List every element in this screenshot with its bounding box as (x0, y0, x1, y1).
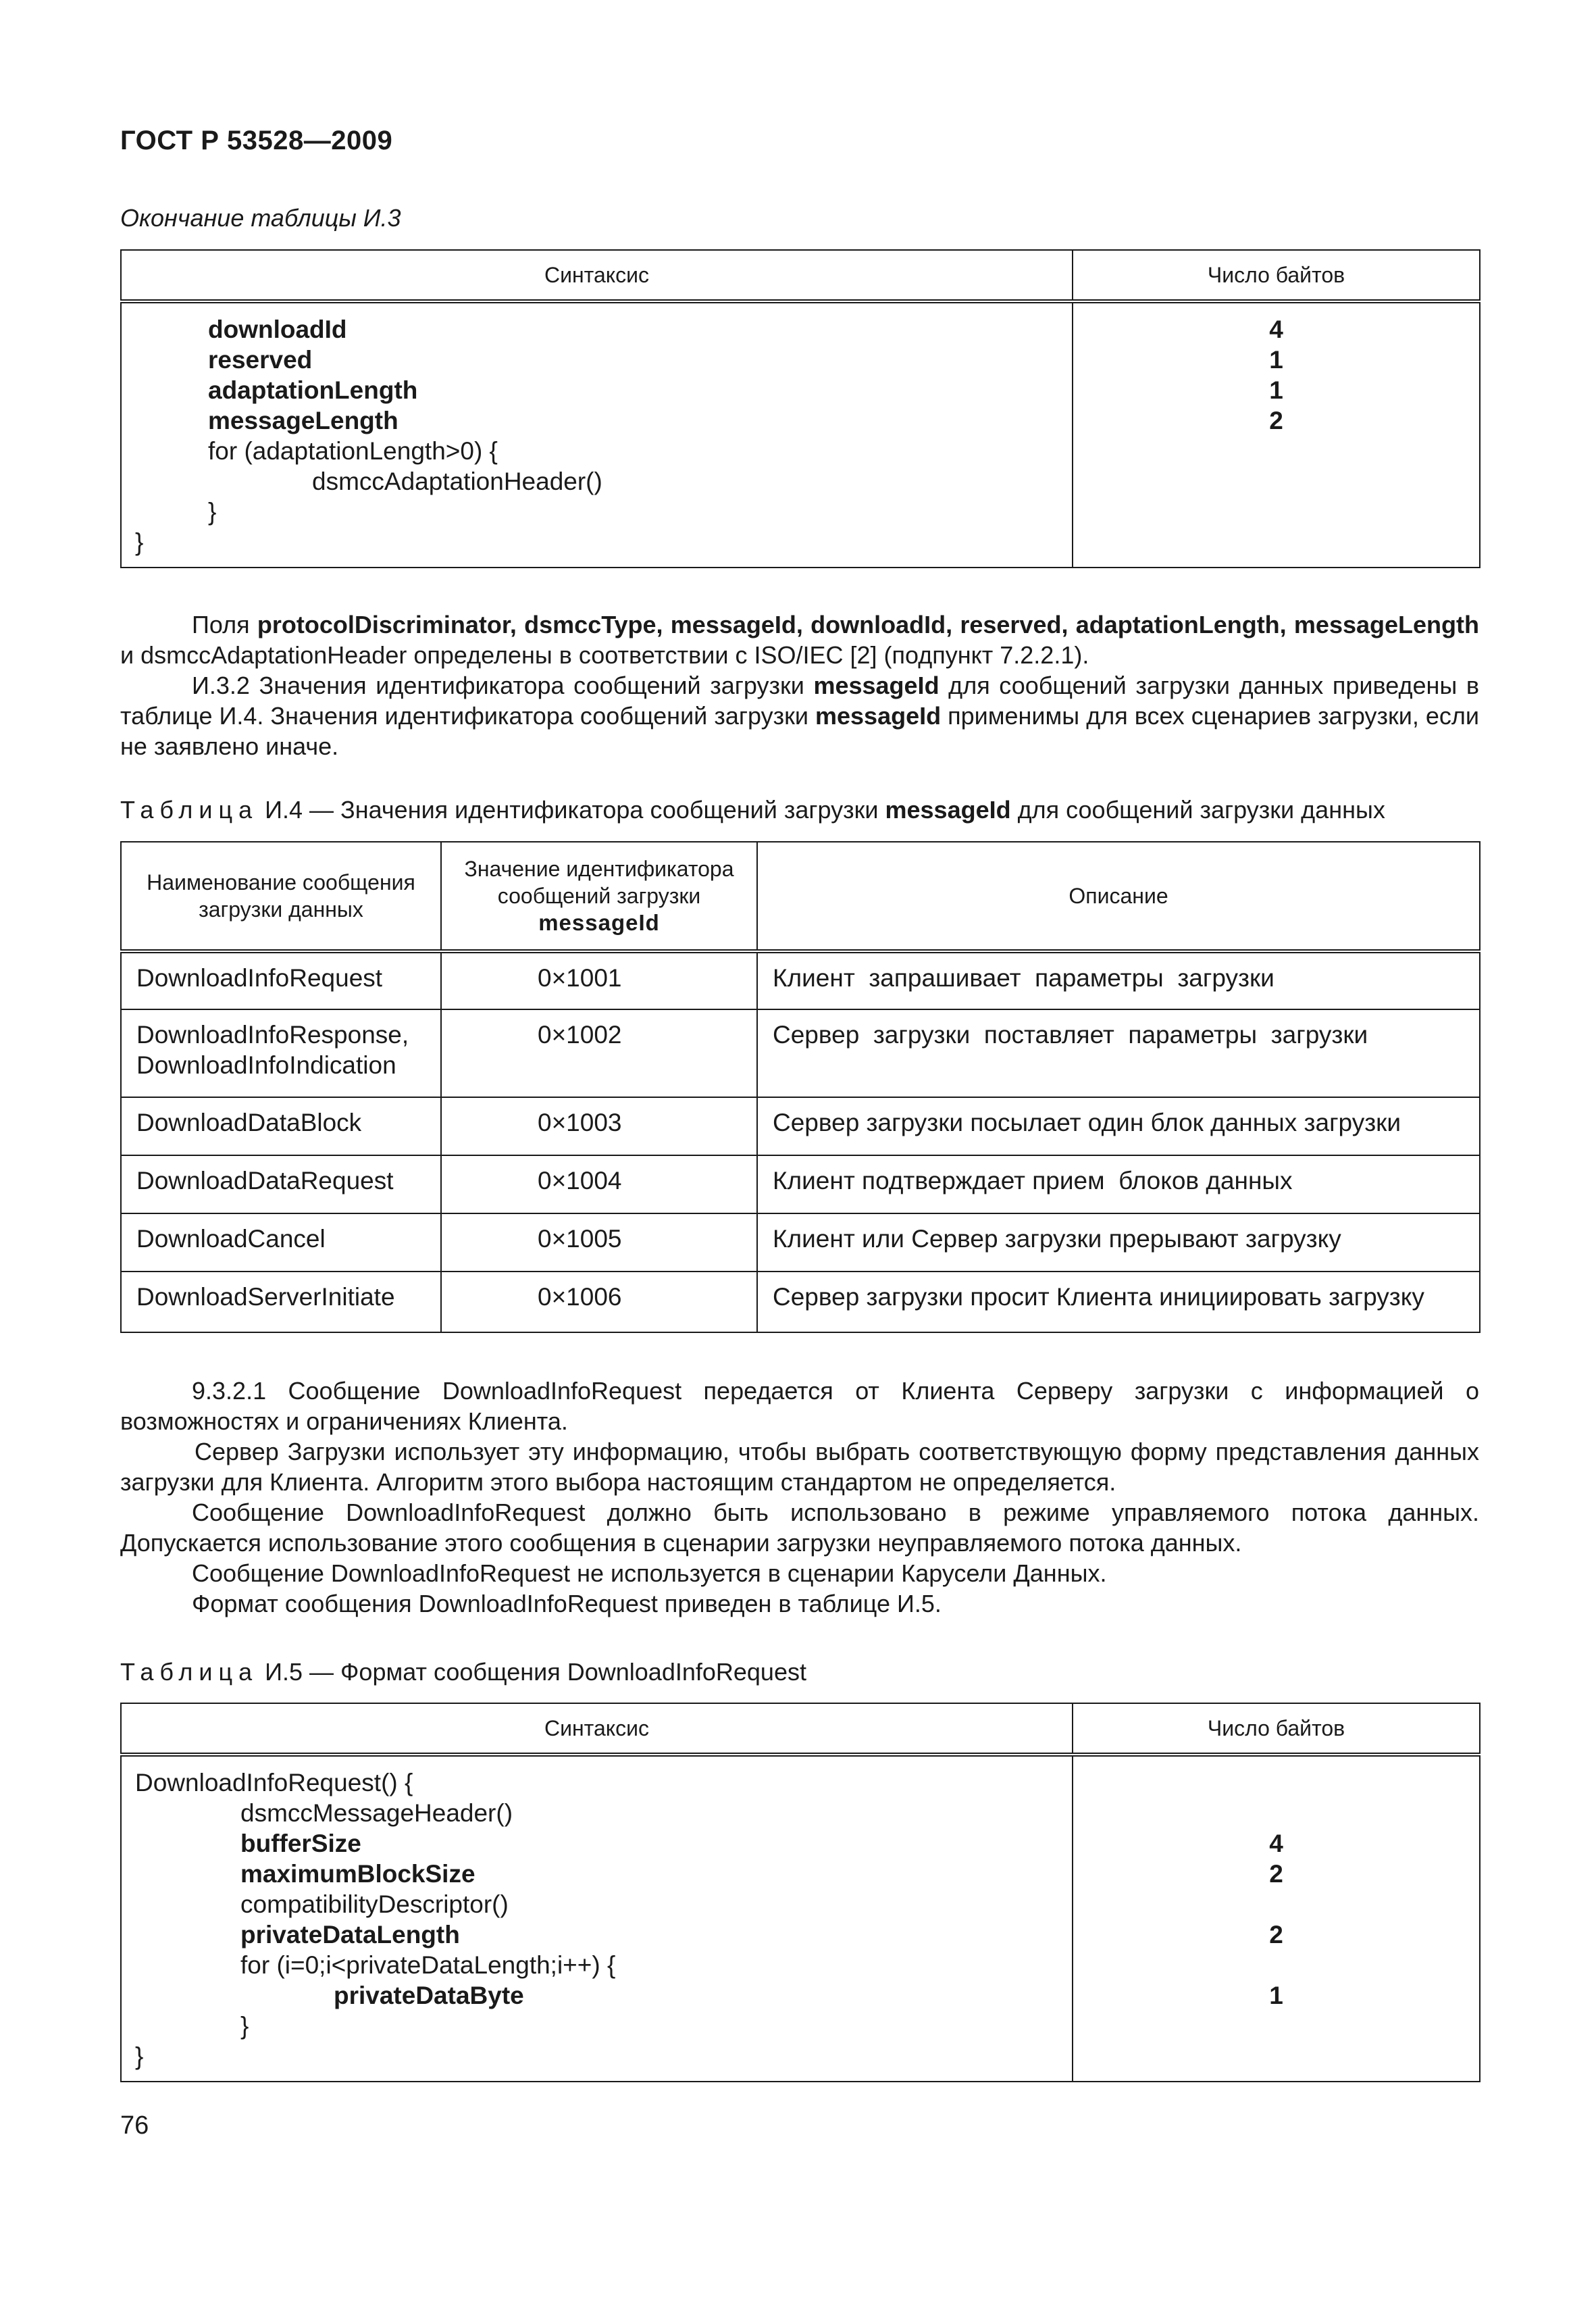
syntax-line: } (135, 528, 144, 556)
cell-value: 0×1004 (441, 1155, 757, 1213)
syntax-line: adaptationLength (208, 376, 418, 404)
syntax-line: DownloadInfoRequest() { (135, 1769, 413, 1796)
byte-count: 4 (1269, 1830, 1283, 1857)
cell-desc: Сервер загрузки поставляет параметры загрузки (757, 1009, 1480, 1097)
cell-name: DownloadCancel (121, 1213, 441, 1272)
table-row (121, 1272, 1480, 1332)
table-i5 (120, 1703, 1481, 2082)
cell-desc: Клиент подтверждает прием блоков данных (757, 1155, 1480, 1213)
table-i5-label: Таблица (120, 1658, 259, 1686)
cell-desc: Клиент запрашивает параметры загрузки (757, 951, 1480, 1009)
column-header-bytes: Число байтов (1073, 1703, 1480, 1755)
document-header: ГОСТ Р 53528—2009 (120, 126, 393, 155)
syntax-line: } (135, 2042, 144, 2070)
cell-desc: Сервер загрузки просит Клиента инициировать загрузку (757, 1272, 1480, 1332)
cell-name: DownloadServerInitiate (121, 1272, 441, 1332)
section-9321 (120, 1376, 1479, 1619)
cell-value: 0×1005 (441, 1213, 757, 1272)
column-header-name: Наименование сообщения загрузки данных (121, 842, 441, 951)
byte-count: 2 (1269, 1860, 1283, 1888)
cell-name: DownloadDataBlock (121, 1097, 441, 1155)
syntax-line: bufferSize (240, 1830, 361, 1857)
byte-count (1073, 466, 1479, 497)
column-header-bytes: Число байтов (1073, 250, 1480, 301)
column-header-syntax: Синтаксис (121, 1703, 1073, 1755)
para-i32-part1: И.3.2 Значения идентификатора сообщений загрузки (192, 672, 814, 699)
byte-count (1073, 1798, 1479, 1828)
syntax-cell (121, 1755, 1073, 2082)
syntax-line: for (i=0;i<privateDataLength;i++) { (240, 1951, 616, 1979)
table-i5-title: И.5 — Формат сообщения DownloadInfoRequest (258, 1658, 806, 1686)
byte-count: 1 (1269, 1982, 1283, 2009)
page-number: 76 (120, 2111, 149, 2140)
byte-count (1073, 1950, 1479, 1980)
cell-value: 0×1002 (441, 1009, 757, 1097)
syntax-line: } (208, 498, 217, 526)
syntax-line: downloadId (208, 316, 347, 343)
byte-count: 4 (1269, 316, 1283, 343)
cell-value: 0×1006 (441, 1272, 757, 1332)
byte-count (1073, 436, 1479, 466)
syntax-line: dsmccMessageHeader() (240, 1799, 513, 1827)
table-i4-title: И.4 — Значения идентификатора сообщений загрузки (258, 796, 885, 824)
cell-value: 0×1001 (441, 951, 757, 1009)
syntax-line: messageLength (208, 407, 398, 434)
table-row (121, 1155, 1480, 1213)
syntax-line: dsmccAdaptationHeader() (312, 468, 602, 495)
byte-count (1073, 2041, 1479, 2071)
cell-desc: Сервер загрузки посылает один блок данных загрузки (757, 1097, 1480, 1155)
para-i32-part3: применимы для всех сценариев загрузки, если не заявлено иначе. (120, 702, 1479, 760)
para-i32-bold1: messageId (813, 672, 939, 699)
table-row (121, 1097, 1480, 1155)
byte-count (1073, 1889, 1479, 1919)
syntax-line: privateDataLength (240, 1921, 460, 1948)
bytes-cell (1073, 301, 1480, 568)
syntax-line: reserved (208, 346, 313, 374)
syntax-line: for (adaptationLength>0) { (208, 437, 498, 465)
table-i4-title-end: для сообщений загрузки данных (1010, 796, 1385, 824)
cell-name: DownloadInfoResponse, DownloadInfoIndication (121, 1009, 441, 1097)
table-i3-end (120, 249, 1481, 568)
section-9321-p2: Сервер Загрузки использует эту информацию, чтобы выбрать соответствующую форму представления данных загрузки для Клиента. Алгоритм этого выбора настоящим стандартом не определяется. (120, 1438, 1479, 1496)
byte-count: 1 (1269, 376, 1283, 404)
byte-count: 2 (1269, 407, 1283, 434)
fields-paragraph (120, 609, 1479, 761)
cell-name: DownloadDataRequest (121, 1155, 441, 1213)
table-row (121, 1009, 1480, 1097)
table-i4-caption (120, 796, 1385, 824)
byte-count: 2 (1269, 1921, 1283, 1948)
column-header-value-bold: messageId (538, 910, 660, 935)
syntax-cell (121, 301, 1073, 568)
cell-desc: Клиент или Сервер загрузки прерывают загрузку (757, 1213, 1480, 1272)
column-header-value-text: Значение идентификатора сообщений загрузки (464, 857, 734, 908)
fields-list: protocolDiscriminator, dsmccType, messageId, downloadId, reserved, adaptationLength, messageLength (257, 611, 1479, 638)
section-9321-p1: 9.3.2.1 Сообщение DownloadInfoRequest передается от Клиента Серверу загрузки с информацией о возможностях и ограничениях Клиента. (120, 1377, 1479, 1435)
table-i4-label: Таблица (120, 796, 259, 824)
byte-count (1073, 527, 1479, 557)
table-row (121, 1213, 1480, 1272)
byte-count (1073, 2011, 1479, 2041)
syntax-line: privateDataByte (334, 1982, 524, 2009)
section-9321-p3: Сообщение DownloadInfoRequest должно быть использовано в режиме управляемого потока данных. Допускается использование этого сообщения в сценарии загрузки неуправляемого потока данных. (120, 1499, 1479, 1557)
table-i4-title-bold: messageId (885, 796, 1011, 824)
section-9321-p5: Формат сообщения DownloadInfoRequest приведен в таблице И.5. (192, 1590, 942, 1617)
table-i4 (120, 841, 1481, 1333)
cell-name: DownloadInfoRequest (121, 951, 441, 1009)
fields-lead: Поля (192, 611, 257, 638)
syntax-line: } (240, 2012, 249, 2040)
fields-tail: и dsmccAdaptationHeader определены в соответствии с ISO/IEC [2] (подпункт 7.2.2.1). (120, 641, 1089, 669)
section-9321-p4: Сообщение DownloadInfoRequest не используется в сценарии Карусели Данных. (192, 1559, 1107, 1587)
byte-count: 1 (1269, 346, 1283, 374)
byte-count (1073, 497, 1479, 527)
bytes-cell (1073, 1755, 1480, 2082)
cell-value: 0×1003 (441, 1097, 757, 1155)
para-i32-bold2: messageId (815, 702, 942, 730)
column-header-value (441, 842, 757, 951)
syntax-line: compatibilityDescriptor() (240, 1890, 509, 1918)
syntax-line: maximumBlockSize (240, 1860, 475, 1888)
para-i32-part2: для сообщений загрузки данных приведены в таблице И.4. Значения идентификатора сообщений загрузки (120, 672, 1479, 730)
column-header-description: Описание (757, 842, 1480, 951)
byte-count (1073, 1767, 1479, 1798)
table-continuation-caption: Окончание таблицы И.3 (120, 204, 401, 232)
column-header-syntax: Синтаксис (121, 250, 1073, 301)
table-row (121, 951, 1480, 1009)
table-i5-caption (120, 1658, 806, 1686)
